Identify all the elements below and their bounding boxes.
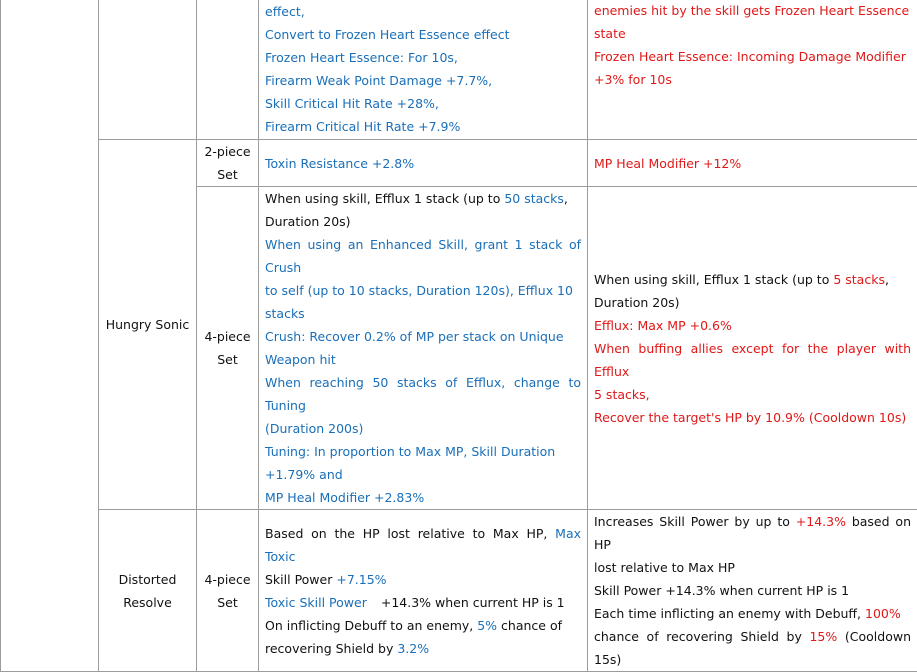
effect-line: Frozen Heart Essence: Incoming Damage Modifier [594, 45, 911, 68]
set-name-cell-empty [99, 0, 197, 140]
effect-line: Each time inflicting an enemy with Debuff, 100% [594, 602, 911, 625]
effect-line: Frozen Heart Essence: For 10s, [265, 46, 581, 69]
new-effect-cell [588, 187, 917, 510]
current-effect-cell [259, 510, 588, 672]
effect-line: to self (up to 10 stacks, Duration 120s), Efflux 10 [265, 279, 581, 302]
effect-line: Toxin Resistance +2.8% [265, 156, 414, 171]
effect-line: Duration 20s) [594, 291, 911, 314]
effect-line: Firearm Critical Hit Rate +7.9% [265, 115, 581, 138]
effect-line: stacks [265, 302, 581, 325]
effect-line: Crush: Recover 0.2% of MP per stack on Unique [265, 325, 581, 348]
effect-line: Duration 20s) [265, 210, 581, 233]
current-effect-cell [259, 140, 588, 187]
effect-line: When buffing allies except for the player with Efflux [594, 337, 911, 383]
piece-set-word: Set [199, 163, 256, 186]
effect-line: Recover the target's HP by 10.9% (Cooldown 10s) [594, 406, 911, 429]
piece-count: 2-piece [199, 140, 256, 163]
effect-line: (Duration 200s) [265, 417, 581, 440]
set-name: Hungry Sonic [106, 317, 190, 332]
set-name-cell [99, 140, 197, 510]
new-effect-cell [588, 140, 917, 187]
piece-label-cell [197, 510, 259, 672]
effect-line: Tuning: In proportion to Max MP, Skill Duration [265, 440, 581, 463]
effect-line: MP Heal Modifier +2.83% [265, 486, 581, 509]
current-effect-cell [259, 0, 588, 140]
stack-cap-highlight: 5 stacks [833, 272, 885, 287]
effect-line: Toxic Skill Power +14.3% when current HP is 1 [265, 591, 581, 614]
effect-line: Weapon hit [265, 348, 581, 371]
effect-line: recovering Shield by 3.2% [265, 637, 581, 660]
stack-cap-highlight: 50 stacks [504, 191, 564, 206]
effect-line: When reaching 50 stacks of Efflux, change to Tuning [265, 371, 581, 417]
current-effect-cell [259, 187, 588, 510]
category-cell [1, 0, 99, 672]
effect-line: enemies hit by the skill gets Frozen Heart Essence [594, 0, 911, 22]
effect-line: chance of recovering Shield by 15% (Cooldown 15s) [594, 625, 911, 671]
effect-line: Efflux: Max MP +0.6% [594, 314, 911, 337]
effect-line: On inflicting Debuff to an enemy, 5% chance of [265, 614, 581, 637]
piece-set-word: Set [199, 348, 256, 371]
effect-line: When using an Enhanced Skill, grant 1 stack of Crush [265, 233, 581, 279]
effect-line: state [594, 22, 911, 45]
effect-line: MP Heal Modifier +12% [594, 156, 741, 171]
effect-line: effect, [265, 0, 581, 23]
set-name: Distorted [101, 568, 194, 591]
piece-label-cell [197, 140, 259, 187]
new-effect-cell [588, 0, 917, 140]
table-row-hungry-sonic-2pc [1, 140, 917, 187]
effect-line: Based on the HP lost relative to Max HP, Max Toxic [265, 522, 581, 568]
table-row-distorted-resolve-4pc [1, 510, 917, 672]
piece-count: 4-piece [199, 568, 256, 591]
piece-label-cell-empty [197, 0, 259, 140]
effect-line: Skill Critical Hit Rate +28%, [265, 92, 581, 115]
effect-line: Convert to Frozen Heart Essence effect [265, 23, 581, 46]
effect-line: When using skill, Efflux 1 stack (up to 50 stacks, [265, 187, 581, 210]
piece-count: 4-piece [199, 325, 256, 348]
effect-line: Increases Skill Power by up to +14.3% based on HP [594, 510, 911, 556]
effect-line: When using skill, Efflux 1 stack (up to 5 stacks, [594, 268, 911, 291]
set-name-cell [99, 510, 197, 672]
effect-line: 5 stacks, [594, 383, 911, 406]
effect-line: Skill Power +7.15% [265, 568, 581, 591]
effect-line: +3% for 10s [594, 68, 911, 91]
new-effect-cell [588, 510, 917, 672]
effect-line: Firearm Weak Point Damage +7.7%, [265, 69, 581, 92]
piece-set-word: Set [199, 591, 256, 614]
effect-line: lost relative to Max HP [594, 556, 911, 579]
set-name: Resolve [101, 591, 194, 614]
effect-line: Skill Power +14.3% when current HP is 1 [594, 579, 911, 602]
table-row-frozen-heart [1, 0, 917, 140]
piece-label-cell [197, 187, 259, 510]
effect-line: +1.79% and [265, 463, 581, 486]
